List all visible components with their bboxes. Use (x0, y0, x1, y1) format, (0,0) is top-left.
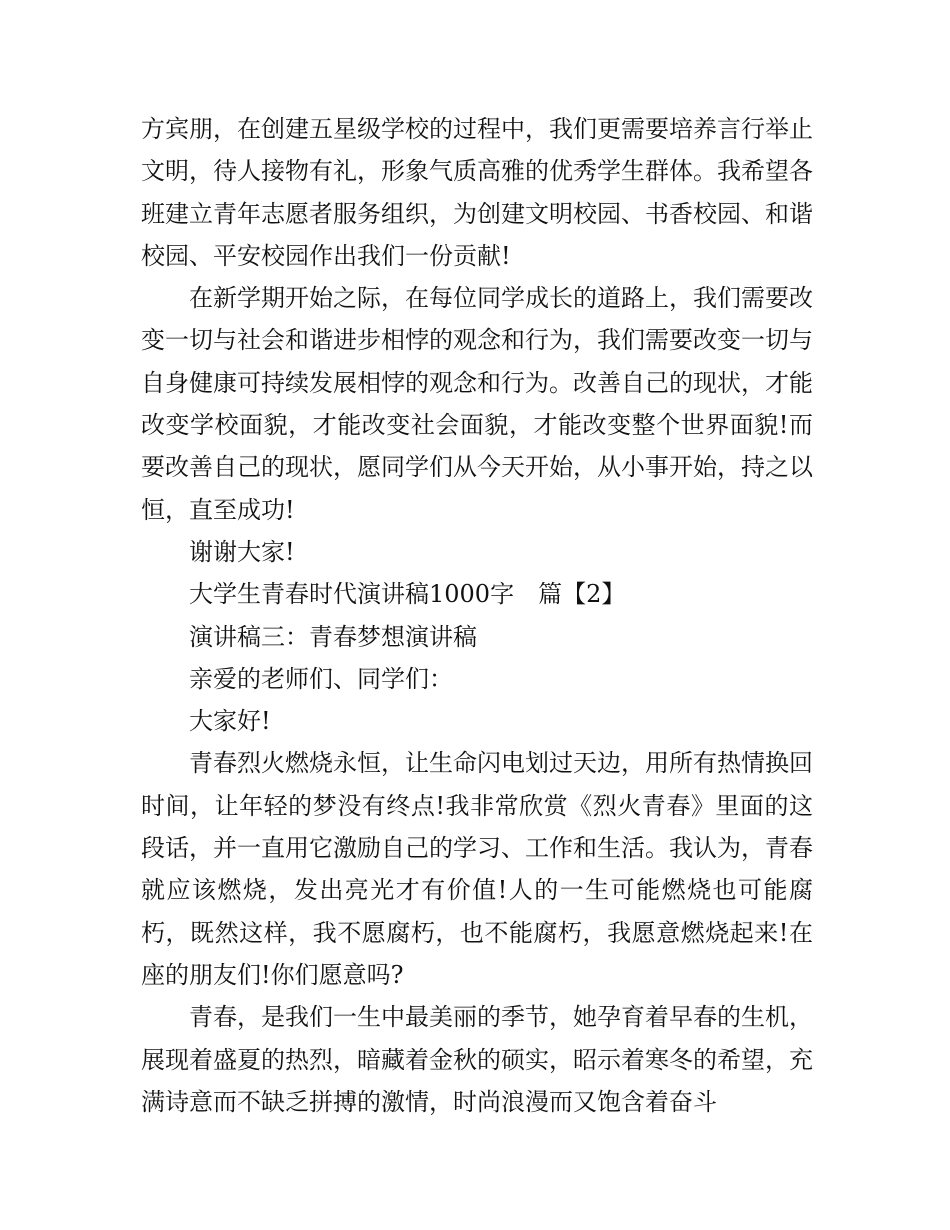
paragraph-new-semester: 在新学期开始之际，在每位同学成长的道路上，我们需要改变一切与社会和谐进步相悖的观念和行为，我们需要改变一切与自身健康可持续发展相悖的观念和行为。改善自己的现状，才能改变学校面貌，才能改变社会面貌，才能改变整个世界面貌!而要改善自己的现状，愿同学们从今天开始，从小事开始，持之以恒，直至成功! (141, 284, 813, 524)
document-body (141, 108, 813, 1123)
paragraph-youth-fire: 青春烈火燃烧永恒，让生命闪电划过天边，用所有热情换回时间，让年轻的梦没有终点!我非常欣赏《烈火青春》里面的这段话，并一直用它激励自己的学习、工作和生活。我认为，青春就应该燃烧，发出亮光才有价值!人的一生可能燃烧也可能腐朽，既然这样，我不愿腐朽，也不能腐朽，我愿意燃烧起来!在座的朋友们!你们愿意吗? (141, 749, 813, 989)
salutation: 亲爱的老师们、同学们： (189, 664, 453, 693)
greeting: 大家好! (189, 707, 271, 736)
paragraph-thanks: 谢谢大家! (189, 537, 295, 566)
section-heading: 大学生青春时代演讲稿1000字 篇【2】 (189, 580, 626, 609)
paragraph-continuation: 方宾朋，在创建五星级学校的过程中，我们更需要培养言行举止文明，待人接物有礼，形象气质高雅的优秀学生群体。我希望各班建立青年志愿者服务组织，为创建文明校园、书香校园、和谐校园、平安校园作出我们一份贡献! (141, 115, 813, 270)
paragraph-youth-season: 青春，是我们一生中最美丽的季节，她孕育着早春的生机，展现着盛夏的热烈，暗藏着金秋的硕实，昭示着寒冬的希望，充满诗意而不缺乏拼搏的激情，时尚浪漫而又饱含着奋斗 (141, 1003, 813, 1116)
speech-title: 演讲稿三：青春梦想演讲稿 (189, 622, 477, 651)
